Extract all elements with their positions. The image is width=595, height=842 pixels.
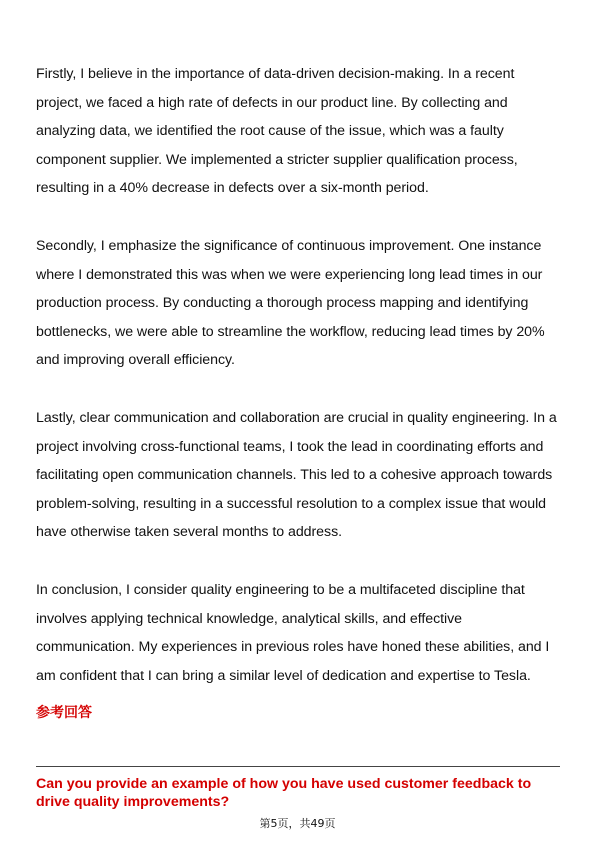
answer-paragraph-3: Lastly, clear communication and collaboration are crucial in quality engineering. In a project involving cross-functional teams, I took the lead in coordinating efforts and facilitating open communication channels. This led to a cohesive approach towards problem-solving, resulting in a successful resolution to a complex issue that would have otherwise taken several months to address.: [36, 409, 557, 541]
answer-body: [36, 60, 560, 719]
question-heading: Can you provide an example of how you have used customer feedback to drive quality improvements?: [36, 776, 532, 810]
answer-paragraph-1: Firstly, I believe in the importance of data-driven decision-making. In a recent project, we faced a high rate of defects in our product line. By collecting and analyzing data, we identified the root cause of the issue, which was a faulty component supplier. We implemented a stricter supplier qualification process, resulting in a 40% decrease in defects over a six-month period.: [36, 66, 518, 197]
answer-paragraph-2: Secondly, I emphasize the significance of continuous improvement. One instance where I demonstrated this was when we were experiencing long lead times in our production process. By conducting a thorough process mapping and identifying bottlenecks, we were able to streamline the workflow, reducing lead times by 20% and improving overall efficiency.: [36, 237, 545, 369]
reference-answer-label: 参考回答: [36, 705, 92, 721]
page-number: 第5页，共49页: [259, 817, 336, 830]
answer-paragraph-4: In conclusion, I consider quality engineering to be a multifaceted discipline that involves applying technical knowledge, analytical skills, and effective communication. My experiences in previous roles have honed these abilities, and I am confident that I can bring a similar level of dedication and expertise to Tesla.: [36, 581, 550, 684]
section-divider: [36, 766, 560, 767]
